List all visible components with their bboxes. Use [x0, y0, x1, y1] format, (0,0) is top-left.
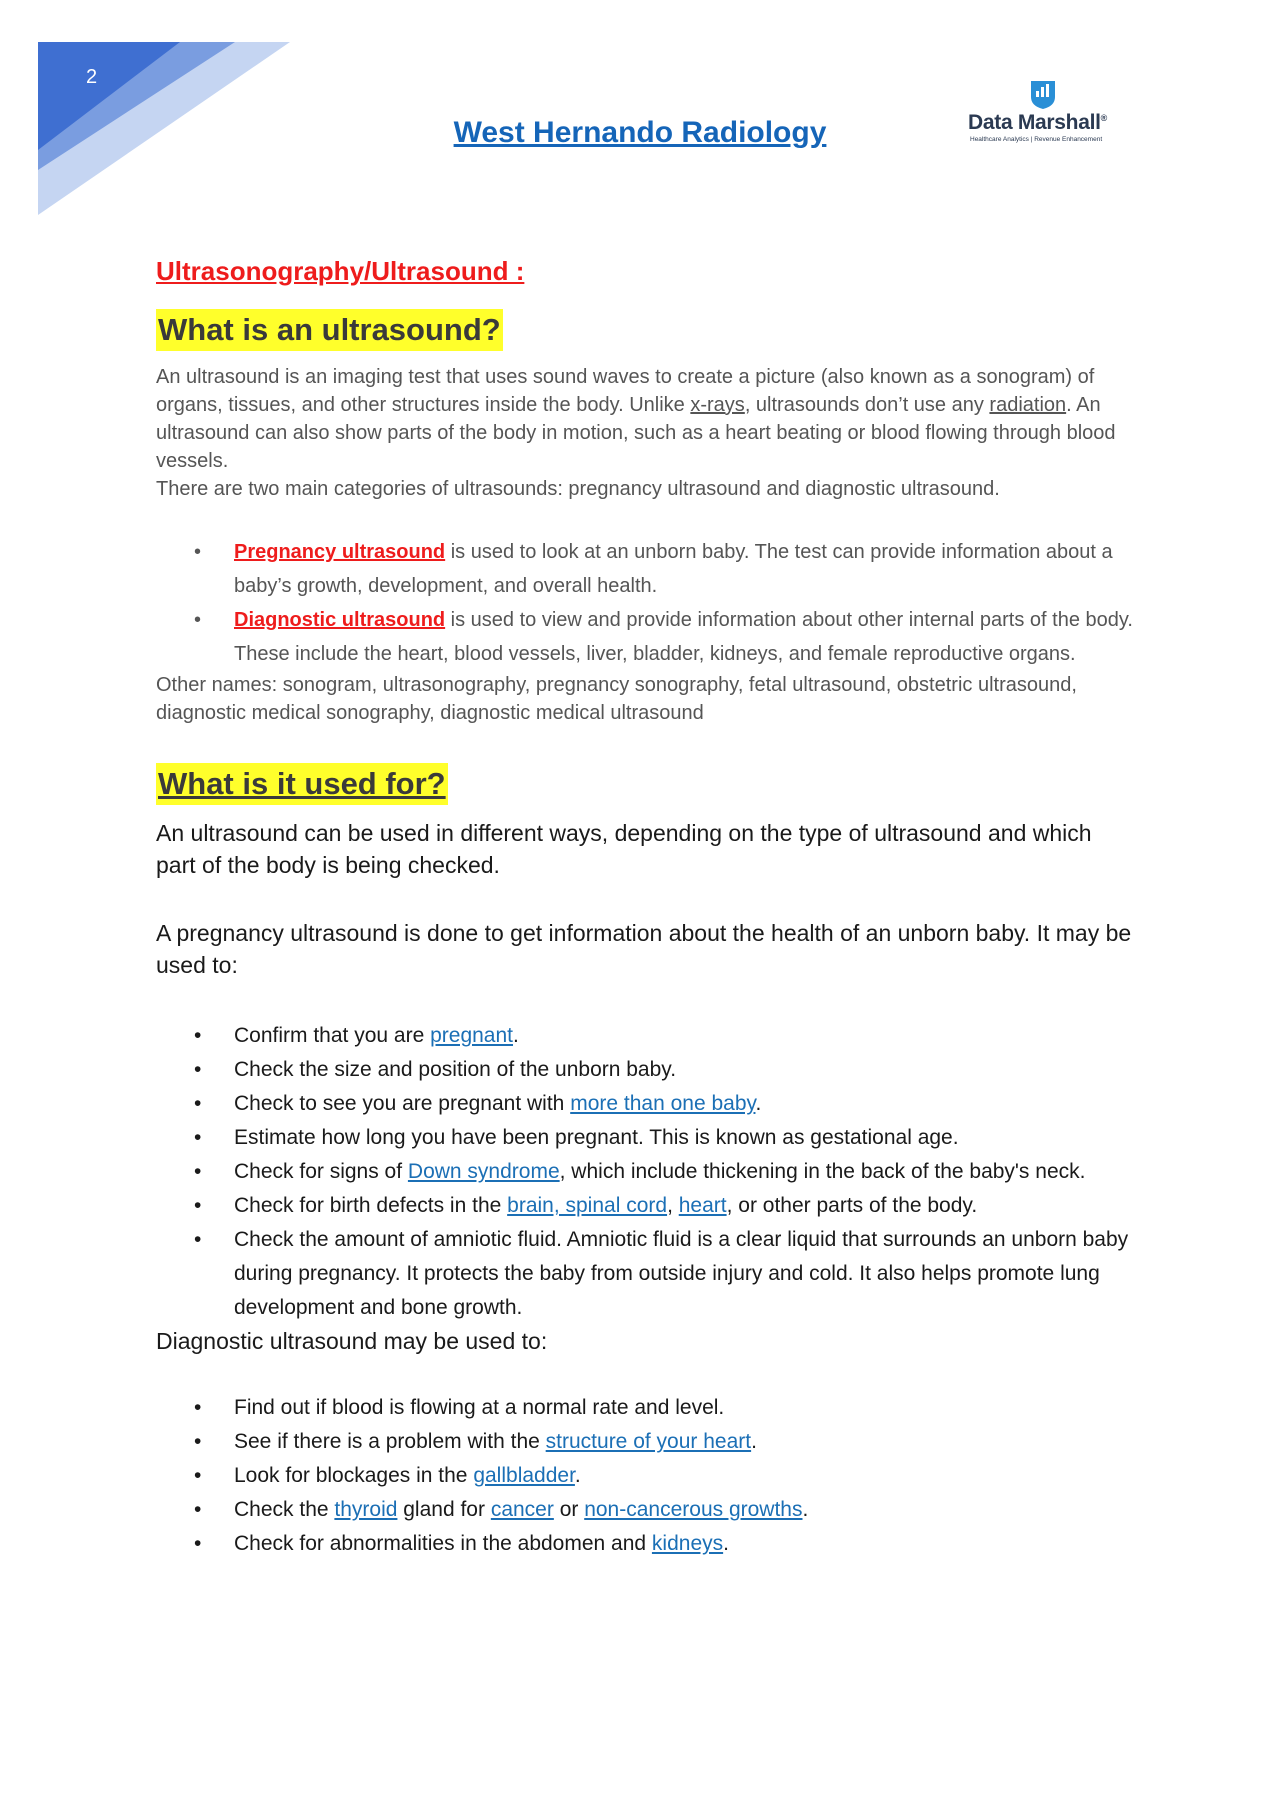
list-item: • Check for signs of Down syndrome, which include thickening in the back of the baby's neck. — [156, 1155, 1136, 1189]
categories-paragraph: There are two main categories of ultrasounds: pregnancy ultrasound and diagnostic ultrasound. — [156, 478, 1000, 500]
chart-shield-icon — [1028, 78, 1058, 110]
other-names: Other names: sonogram, ultrasonography, pregnancy sonography, fetal ultrasound, obstetric ultrasound, diagnostic medical sonography, diagnostic medical ultrasound — [156, 674, 1077, 724]
down-syndrome-link[interactable]: Down syndrome — [407, 1160, 560, 1183]
kidneys-link[interactable]: kidneys — [651, 1532, 724, 1555]
heart-structure-link[interactable]: structure of your heart — [545, 1430, 752, 1453]
thyroid-link[interactable]: thyroid — [334, 1498, 398, 1521]
list-item: • Check the amount of amniotic fluid. Amniotic fluid is a clear liquid that surrounds an unborn baby during pregnancy. It protects the baby from outside injury and cold. It also helps promote lung development and bone growth. — [156, 1223, 1136, 1325]
list-item: • See if there is a problem with the structure of your heart. — [156, 1425, 1136, 1459]
category-list — [156, 535, 1136, 671]
radiation-link[interactable]: radiation — [989, 394, 1067, 416]
pregnancy-ultrasound-link[interactable]: Pregnancy ultrasound — [234, 541, 446, 563]
cancer-link[interactable]: cancer — [490, 1498, 554, 1521]
brain-spinal-cord-link[interactable]: brain, spinal cord — [507, 1194, 668, 1217]
logo-name: Data Marshall® — [968, 111, 1107, 134]
data-marshall-logo — [968, 78, 1128, 148]
xrays-link[interactable]: x-rays — [690, 394, 745, 416]
list-item: • Pregnancy ultrasound is used to look at an unborn baby. The test can provide information about a baby’s growth, development, and overall health. — [156, 535, 1136, 603]
intro-paragraph: An ultrasound is an imaging test that uses sound waves to create a picture (also known as a sonogram) of organs, tissues, and other structures inside the body. Unlike x-rays, ultrasounds don’t use any radiation. An ultrasound can also show parts of the body in motion, such as a heart beating or blood flowing through blood vessels. — [156, 366, 1116, 472]
list-item: • Confirm that you are pregnant. — [156, 1019, 1136, 1053]
multiple-babies-link[interactable]: more than one baby — [570, 1092, 756, 1115]
list-item: • Check for abnormalities in the abdomen and kidneys. — [156, 1527, 1136, 1561]
document-body — [156, 256, 1136, 1561]
list-item: • Check the thyroid gland for cancer or non-cancerous growths. — [156, 1493, 1136, 1527]
list-item: • Check for birth defects in the brain, spinal cord, heart, or other parts of the body. — [156, 1189, 1136, 1223]
list-item: • Look for blockages in the gallbladder. — [156, 1459, 1136, 1493]
usage-paragraph: An ultrasound can be used in different ways, depending on the type of ultrasound and which part of the body is being checked. — [156, 820, 1092, 878]
section-red-heading: Ultrasonography/Ultrasound : — [156, 256, 525, 286]
list-item: • Find out if blood is flowing at a normal rate and level. — [156, 1391, 1136, 1425]
logo-tagline: Healthcare Analytics | Revenue Enhancement — [970, 136, 1103, 143]
heart-link[interactable]: heart — [678, 1194, 727, 1217]
non-cancerous-growths-link[interactable]: non-cancerous growths — [584, 1498, 803, 1521]
list-item: • Check to see you are pregnant with more than one baby. — [156, 1087, 1136, 1121]
diagnostic-ultrasound-link[interactable]: Diagnostic ultrasound — [234, 609, 446, 631]
page-number: 2 — [86, 66, 98, 88]
heading-what-is-it-used-for: What is it used for? — [156, 763, 448, 805]
document-title[interactable]: West Hernando Radiology — [453, 116, 827, 149]
corner-decoration — [0, 0, 300, 230]
pregnancy-paragraph: A pregnancy ultrasound is done to get information about the health of an unborn baby. It may be used to: — [156, 920, 1132, 978]
pregnant-link[interactable]: pregnant — [430, 1024, 513, 1047]
diagnostic-uses-list — [156, 1391, 1136, 1561]
pregnancy-uses-list — [156, 1019, 1136, 1325]
diagnostic-paragraph: Diagnostic ultrasound may be used to: — [156, 1328, 548, 1354]
gallbladder-link[interactable]: gallbladder — [473, 1464, 575, 1487]
list-item: • Diagnostic ultrasound is used to view and provide information about other internal parts of the body. These include the heart, blood vessels, liver, bladder, kidneys, and female reproductive organs. — [156, 603, 1136, 671]
list-item: • Estimate how long you have been pregnant. This is known as gestational age. — [156, 1121, 1136, 1155]
heading-what-is-ultrasound: What is an ultrasound? — [156, 309, 503, 351]
list-item: • Check the size and position of the unborn baby. — [156, 1053, 1136, 1087]
